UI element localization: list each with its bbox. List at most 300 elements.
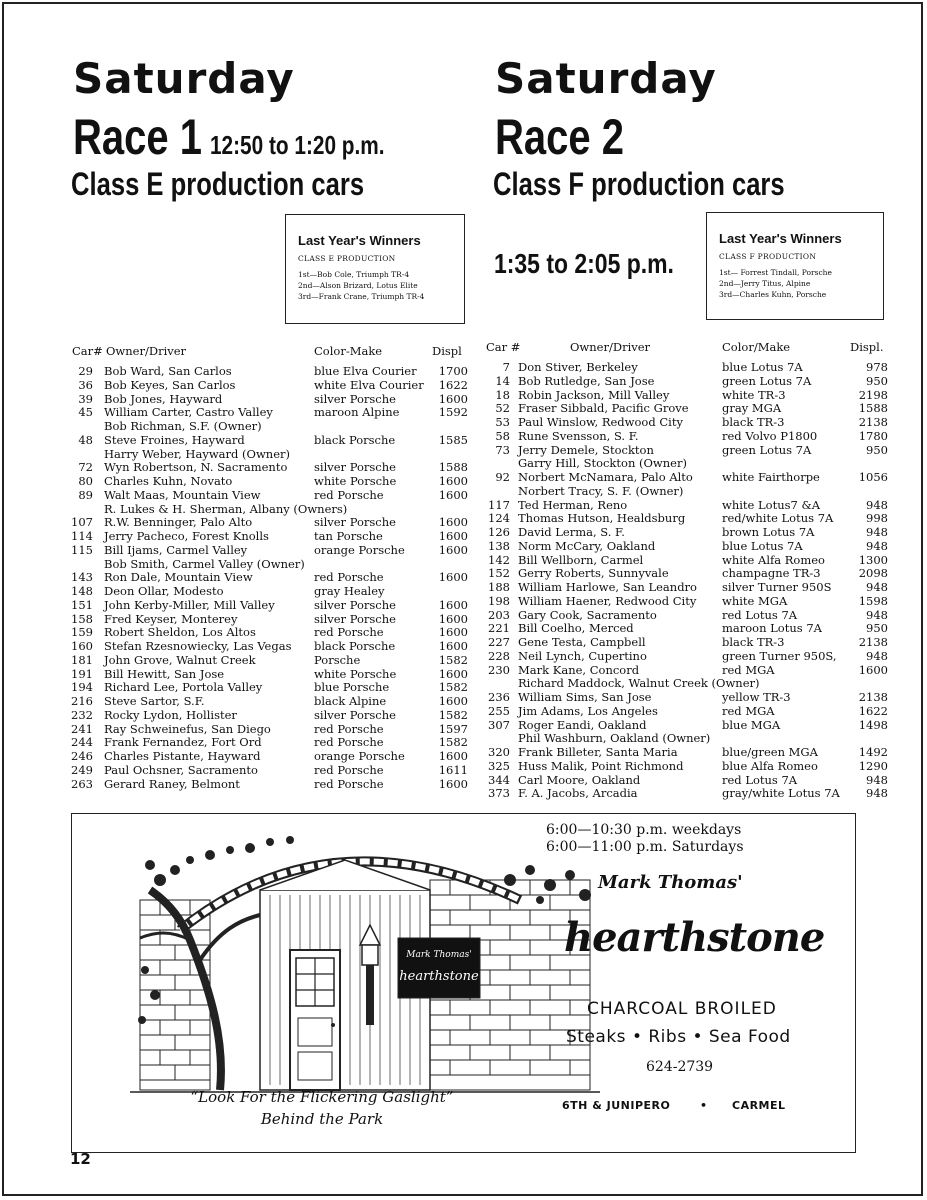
cell-owner: Rune Svensson, S. F. bbox=[518, 428, 639, 443]
cell-owner: Deon Ollar, Modesto bbox=[104, 584, 224, 598]
table-row bbox=[72, 667, 472, 681]
table-row bbox=[486, 690, 896, 704]
cell-car: 236 bbox=[488, 690, 510, 704]
cell-car: 115 bbox=[71, 542, 93, 557]
cell-displ: 1300 bbox=[858, 552, 888, 567]
address-street: 6TH & JUNIPERO bbox=[562, 1099, 671, 1112]
cell-displ: 1582 bbox=[438, 735, 468, 750]
cell-owner: Rocky Lydon, Hollister bbox=[104, 707, 237, 722]
cell-make: blue Lotus 7A bbox=[722, 538, 803, 553]
cell-owner: Frank Fernandez, Fort Ord bbox=[104, 735, 262, 750]
table-row bbox=[486, 470, 896, 484]
table-row bbox=[486, 456, 896, 470]
table-row bbox=[72, 625, 472, 639]
cell-car: 263 bbox=[71, 776, 93, 791]
cell-make: white Lotus7 &A bbox=[722, 497, 821, 512]
cell-displ: 948 bbox=[866, 786, 888, 801]
cell-make: black Alpine bbox=[314, 694, 387, 708]
cell-make: green Lotus 7A bbox=[722, 442, 812, 457]
cell-displ: 1492 bbox=[858, 745, 888, 759]
cell-owner: Bill Wellborn, Carmel bbox=[518, 552, 644, 567]
cell-owner: Steve Sartor, S.F. bbox=[104, 694, 205, 708]
cell-car: 107 bbox=[71, 515, 93, 530]
cell-displ: 1600 bbox=[438, 639, 468, 653]
cell-make: maroon Alpine bbox=[314, 405, 400, 420]
cell-displ: 948 bbox=[866, 772, 888, 787]
cell-car: 126 bbox=[488, 525, 510, 539]
cell-displ: 950 bbox=[866, 442, 888, 457]
cell-make: blue Lotus 7A bbox=[722, 360, 803, 374]
cell-car: 160 bbox=[71, 639, 93, 653]
cell-owner: Wyn Robertson, N. Sacramento bbox=[104, 460, 288, 475]
cell-car: 216 bbox=[71, 694, 93, 708]
race2-day-heading: Saturday bbox=[495, 54, 717, 103]
race1-header-displ: Displ bbox=[432, 344, 462, 358]
cell-displ: 1600 bbox=[438, 776, 468, 791]
table-row bbox=[72, 364, 472, 378]
cell-displ: 998 bbox=[866, 511, 888, 526]
cell-car: 18 bbox=[495, 387, 510, 402]
race1-title bbox=[73, 108, 385, 166]
table-row bbox=[72, 543, 472, 557]
cell-car: 198 bbox=[488, 593, 510, 608]
cell-displ: 1600 bbox=[438, 694, 468, 708]
cell-displ: 1582 bbox=[438, 707, 468, 722]
cell-owner: Norbert McNamara, Palo Alto bbox=[518, 470, 693, 484]
race1-winner-2: 2nd—Alson Brizard, Lotus Elite bbox=[298, 281, 418, 290]
cell-make: black Porsche bbox=[314, 639, 396, 653]
cell-car: 203 bbox=[488, 607, 510, 622]
table-row bbox=[486, 511, 896, 525]
cell-displ: 1780 bbox=[858, 428, 888, 443]
cell-make: silver Porsche bbox=[314, 611, 396, 626]
cell-make: white Fairthorpe bbox=[722, 470, 820, 484]
cell-car: 307 bbox=[488, 717, 510, 732]
cell-make: white Porsche bbox=[314, 666, 397, 681]
race2-winner-1: 1st— Forrest Tindall, Porsche bbox=[719, 268, 832, 277]
table-row bbox=[486, 621, 896, 635]
cell-owner: Ted Herman, Reno bbox=[518, 497, 628, 512]
cell-owner: Jerry Pacheco, Forest Knolls bbox=[104, 529, 269, 543]
cell-owner: Phil Washburn, Oakland (Owner) bbox=[518, 731, 711, 746]
cell-car: 48 bbox=[78, 432, 93, 447]
table-row bbox=[486, 415, 896, 429]
table-row bbox=[72, 557, 472, 571]
cell-make: blue Elva Courier bbox=[314, 364, 417, 378]
cell-owner: Bob Smith, Carmel Valley (Owner) bbox=[104, 556, 305, 571]
table-row bbox=[72, 680, 472, 694]
cell-car: 246 bbox=[71, 749, 93, 763]
race2-winners-box bbox=[706, 212, 884, 320]
race1-class-heading: Class E production cars bbox=[71, 166, 365, 202]
cell-car: 89 bbox=[78, 487, 93, 502]
table-row bbox=[486, 635, 896, 649]
cell-owner: Richard Maddock, Walnut Creek (Owner) bbox=[518, 676, 760, 691]
table-row bbox=[72, 474, 472, 488]
cell-displ: 1700 bbox=[438, 364, 468, 378]
sign-top-text: Mark Thomas' bbox=[406, 950, 472, 960]
cell-owner: David Lerma, S. F. bbox=[518, 525, 625, 539]
table-row bbox=[486, 429, 896, 443]
table-row bbox=[72, 392, 472, 406]
cell-owner: Bill Hewitt, San Jose bbox=[104, 666, 225, 681]
cell-make: red Lotus 7A bbox=[722, 607, 798, 622]
cell-owner: Bob Keyes, San Carlos bbox=[104, 377, 236, 392]
slogan-line-2: Behind the Park bbox=[260, 1110, 384, 1128]
cell-car: 73 bbox=[495, 442, 510, 457]
race1-header-make: Color-Make bbox=[314, 344, 383, 358]
table-row bbox=[72, 584, 472, 598]
cell-car: 320 bbox=[488, 745, 510, 759]
race1-time: 12:50 to 1:20 p.m. bbox=[209, 130, 385, 160]
cell-make: red Porsche bbox=[314, 762, 384, 777]
table-row bbox=[486, 663, 896, 677]
race2-class-heading: Class F production cars bbox=[493, 166, 785, 202]
cell-make: brown Lotus 7A bbox=[722, 525, 815, 539]
table-row bbox=[72, 598, 472, 612]
race2-header-car: Car # bbox=[486, 340, 521, 354]
cell-owner: Bill Ijams, Carmel Valley bbox=[104, 542, 248, 557]
cell-displ: 948 bbox=[866, 497, 888, 512]
table-row bbox=[72, 570, 472, 584]
race2-winner-3: 3rd—Charles Kuhn, Porsche bbox=[719, 290, 827, 299]
table-row bbox=[72, 378, 472, 392]
cell-car: 188 bbox=[488, 580, 510, 594]
cell-make: silver Porsche bbox=[314, 515, 396, 530]
cell-owner: Carl Moore, Oakland bbox=[518, 772, 641, 787]
cell-make: black Porsche bbox=[314, 432, 396, 447]
cell-make: black TR-3 bbox=[722, 415, 785, 429]
table-row bbox=[72, 405, 472, 419]
cell-displ: 2138 bbox=[858, 690, 888, 704]
table-row bbox=[72, 515, 472, 529]
cell-owner: Gerry Roberts, Sunnyvale bbox=[518, 566, 669, 581]
cell-car: 53 bbox=[495, 415, 510, 429]
cell-displ: 1582 bbox=[438, 652, 468, 667]
slogan-line-1: “Look For the Flickering Gaslight” bbox=[190, 1088, 454, 1106]
restaurant-ad bbox=[71, 813, 856, 1153]
cell-displ: 1600 bbox=[438, 749, 468, 763]
table-row bbox=[486, 594, 896, 608]
cell-make: gray/white Lotus 7A bbox=[722, 786, 840, 801]
cell-displ: 950 bbox=[866, 621, 888, 636]
cell-displ: 948 bbox=[866, 525, 888, 539]
table-row bbox=[486, 718, 896, 732]
cell-make: champagne TR-3 bbox=[722, 566, 821, 581]
table-row bbox=[72, 419, 472, 433]
cell-make: black TR-3 bbox=[722, 635, 785, 649]
race1-winners-box bbox=[285, 214, 465, 324]
cell-displ: 1498 bbox=[858, 717, 888, 732]
cell-displ: 1611 bbox=[438, 762, 468, 777]
cell-make: white MGA bbox=[722, 593, 788, 608]
race1-header-car: Car# bbox=[72, 344, 103, 358]
cell-displ: 1600 bbox=[438, 666, 468, 681]
cell-make: red Porsche bbox=[314, 487, 384, 502]
cell-displ: 1582 bbox=[438, 680, 468, 695]
cell-displ: 2198 bbox=[858, 387, 888, 402]
cell-owner: Gary Cook, Sacramento bbox=[518, 607, 657, 622]
table-row bbox=[72, 529, 472, 543]
cell-make: yellow TR-3 bbox=[722, 690, 791, 704]
cell-displ: 1592 bbox=[438, 405, 468, 420]
cell-displ: 1622 bbox=[858, 703, 888, 718]
cell-displ: 948 bbox=[866, 538, 888, 553]
table-row bbox=[486, 443, 896, 457]
cell-displ: 1600 bbox=[858, 662, 888, 677]
cell-make: silver Turner 950S bbox=[722, 580, 832, 594]
cell-make: tan Porsche bbox=[314, 529, 383, 543]
cell-car: 7 bbox=[502, 360, 510, 374]
cell-owner: Paul Winslow, Redwood City bbox=[518, 415, 683, 429]
cell-car: 117 bbox=[488, 497, 510, 512]
table-row bbox=[486, 553, 896, 567]
cell-displ: 2138 bbox=[858, 635, 888, 649]
cell-car: 344 bbox=[488, 772, 510, 787]
cell-car: 92 bbox=[495, 470, 510, 484]
table-row bbox=[486, 360, 896, 374]
hours-saturdays: 6:00—11:00 p.m. Saturdays bbox=[546, 839, 744, 855]
race2-time: 1:35 to 2:05 p.m. bbox=[494, 248, 674, 279]
cell-car: 39 bbox=[78, 391, 93, 406]
cell-displ: 1600 bbox=[438, 542, 468, 557]
cell-owner: John Grove, Walnut Creek bbox=[104, 652, 256, 667]
cell-displ: 1600 bbox=[438, 474, 468, 488]
cell-make: red Lotus 7A bbox=[722, 772, 798, 787]
cell-car: 72 bbox=[78, 460, 93, 475]
race2-header-make: Color/Make bbox=[722, 340, 791, 354]
cell-car: 29 bbox=[78, 364, 93, 378]
race2-winners-class: CLASS F PRODUCTION bbox=[719, 252, 817, 261]
race1-winner-3: 3rd—Frank Crane, Triumph TR-4 bbox=[298, 292, 425, 301]
table-row bbox=[72, 708, 472, 722]
table-row bbox=[486, 484, 896, 498]
table-row bbox=[72, 777, 472, 791]
cell-car: 255 bbox=[488, 703, 510, 718]
cell-make: silver Porsche bbox=[314, 460, 396, 475]
cell-make: white Elva Courier bbox=[314, 377, 424, 392]
cell-make: silver Porsche bbox=[314, 391, 396, 406]
cell-car: 148 bbox=[71, 584, 93, 598]
cell-owner: William Sims, San Jose bbox=[518, 690, 652, 704]
cell-car: 114 bbox=[71, 529, 93, 543]
cell-car: 181 bbox=[71, 652, 93, 667]
cell-make: red Porsche bbox=[314, 735, 384, 750]
cell-owner: Fred Keyser, Monterey bbox=[104, 611, 238, 626]
cell-owner: Norm McCary, Oakland bbox=[518, 538, 656, 553]
cell-make: white Alfa Romeo bbox=[722, 552, 825, 567]
cell-make: red/white Lotus 7A bbox=[722, 511, 834, 526]
cell-owner: Bob Rutledge, San Jose bbox=[518, 373, 655, 388]
slogan bbox=[142, 1086, 502, 1130]
cell-owner: Garry Hill, Stockton (Owner) bbox=[518, 456, 687, 471]
cell-displ: 948 bbox=[866, 648, 888, 663]
cell-displ: 1600 bbox=[438, 611, 468, 626]
cell-displ: 1600 bbox=[438, 625, 468, 640]
cell-make: red MGA bbox=[722, 703, 775, 718]
race2-header-displ: Displ. bbox=[850, 340, 884, 354]
cell-car: 152 bbox=[488, 566, 510, 581]
cell-make: blue MGA bbox=[722, 717, 781, 732]
table-row bbox=[72, 722, 472, 736]
cell-make: red Porsche bbox=[314, 721, 384, 736]
address-city: CARMEL bbox=[732, 1099, 786, 1112]
cell-displ: 948 bbox=[866, 607, 888, 622]
page-number: 12 bbox=[70, 1150, 91, 1168]
cell-make: red MGA bbox=[722, 662, 775, 677]
cell-owner: Roger Eandi, Oakland bbox=[518, 717, 647, 732]
race1-winners-class: CLASS E PRODUCTION bbox=[298, 254, 396, 263]
table-row bbox=[486, 374, 896, 388]
race1-day-heading: Saturday bbox=[73, 54, 295, 103]
table-row bbox=[486, 773, 896, 787]
cell-car: 14 bbox=[495, 373, 510, 388]
cell-make: gray Healey bbox=[314, 584, 385, 598]
cell-owner: Bob Richman, S.F. (Owner) bbox=[104, 419, 262, 433]
table-row bbox=[486, 388, 896, 402]
cell-car: 241 bbox=[71, 721, 93, 736]
cell-car: 325 bbox=[488, 758, 510, 773]
table-row bbox=[486, 498, 896, 512]
cell-owner: Charles Pistante, Hayward bbox=[104, 749, 261, 763]
cell-displ: 948 bbox=[866, 580, 888, 594]
race2-winners-title: Last Year's Winners bbox=[719, 231, 842, 246]
table-row bbox=[486, 566, 896, 580]
cell-owner: F. A. Jacobs, Arcadia bbox=[518, 786, 638, 801]
table-row bbox=[72, 749, 472, 763]
cell-displ: 2098 bbox=[858, 566, 888, 581]
race1-header-owner: Owner/Driver bbox=[106, 344, 187, 358]
cell-owner: William Haener, Redwood City bbox=[518, 593, 697, 608]
cell-make: blue/green MGA bbox=[722, 745, 818, 759]
table-row bbox=[486, 759, 896, 773]
cell-displ: 1622 bbox=[438, 377, 468, 392]
table-row bbox=[486, 401, 896, 415]
cell-make: silver Porsche bbox=[314, 707, 396, 722]
cell-owner: Robin Jackson, Mill Valley bbox=[518, 387, 670, 402]
restaurant-illustration bbox=[130, 820, 600, 1100]
cell-displ: 1600 bbox=[438, 391, 468, 406]
cell-car: 158 bbox=[71, 611, 93, 626]
cell-car: 227 bbox=[488, 635, 510, 649]
table-row bbox=[72, 694, 472, 708]
cell-owner: Ray Schweinefus, San Diego bbox=[104, 721, 271, 736]
cell-owner: Ron Dale, Mountain View bbox=[104, 570, 253, 585]
cell-make: red Porsche bbox=[314, 570, 384, 585]
cell-owner: R.W. Benninger, Palo Alto bbox=[104, 515, 253, 530]
cell-owner: Harry Weber, Hayward (Owner) bbox=[104, 446, 290, 461]
cell-displ: 1056 bbox=[858, 470, 888, 484]
cell-displ: 1600 bbox=[438, 529, 468, 543]
race1-winner-1: 1st—Bob Cole, Triumph TR-4 bbox=[298, 270, 410, 279]
cell-car: 58 bbox=[495, 428, 510, 443]
logo-hearthstone: hearthstone bbox=[564, 914, 825, 961]
cell-owner: Walt Maas, Mountain View bbox=[104, 487, 261, 502]
cell-owner: Gerard Raney, Belmont bbox=[104, 776, 240, 791]
cell-owner: Thomas Hutson, Healdsburg bbox=[518, 511, 686, 526]
cell-owner: Bob Ward, San Carlos bbox=[104, 364, 232, 378]
cell-owner: Stefan Rzesnowiecky, Las Vegas bbox=[104, 639, 292, 653]
cell-displ: 1600 bbox=[438, 487, 468, 502]
cell-owner: Gene Testa, Campbell bbox=[518, 635, 646, 649]
cell-owner: Jim Adams, Los Angeles bbox=[518, 703, 658, 718]
table-row bbox=[72, 735, 472, 749]
table-row bbox=[486, 649, 896, 663]
cell-owner: Charles Kuhn, Novato bbox=[104, 474, 233, 488]
cell-owner: Bob Jones, Hayward bbox=[104, 391, 223, 406]
cell-owner: Huss Malik, Point Richmond bbox=[518, 758, 684, 773]
table-row bbox=[486, 525, 896, 539]
cell-owner: R. Lukes & H. Sherman, Albany (Owners) bbox=[104, 501, 348, 516]
cell-owner: Jerry Demele, Stockton bbox=[518, 442, 654, 457]
hours-block bbox=[546, 822, 744, 856]
race2-header-owner: Owner/Driver bbox=[570, 340, 651, 354]
cell-make: red Volvo P1800 bbox=[722, 428, 818, 443]
cell-make: red Porsche bbox=[314, 625, 384, 640]
cell-car: 159 bbox=[71, 625, 93, 640]
race1-entry-table bbox=[72, 344, 472, 804]
cell-displ: 1588 bbox=[858, 401, 888, 416]
cell-displ: 1290 bbox=[858, 758, 888, 773]
cell-make: orange Porsche bbox=[314, 749, 405, 763]
race2-title: Race 2 bbox=[495, 109, 624, 165]
cell-owner: Neil Lynch, Cupertino bbox=[518, 648, 647, 663]
cell-car: 80 bbox=[78, 474, 93, 488]
cell-owner: William Carter, Castro Valley bbox=[104, 405, 273, 420]
phone-number: 624-2739 bbox=[646, 1059, 714, 1075]
cell-car: 151 bbox=[71, 597, 93, 612]
table-row bbox=[486, 704, 896, 718]
cell-car: 138 bbox=[488, 538, 510, 553]
race2-entry-table bbox=[486, 340, 896, 810]
cell-displ: 1600 bbox=[438, 515, 468, 530]
table-row bbox=[72, 502, 472, 516]
cell-car: 230 bbox=[488, 662, 510, 677]
table-row bbox=[72, 433, 472, 447]
cell-make: green Lotus 7A bbox=[722, 373, 812, 388]
cell-car: 232 bbox=[71, 707, 93, 722]
table-row bbox=[72, 460, 472, 474]
cell-car: 142 bbox=[488, 552, 510, 567]
cell-car: 143 bbox=[71, 570, 93, 585]
cell-car: 373 bbox=[488, 786, 510, 801]
cell-make: white Porsche bbox=[314, 474, 397, 488]
cell-owner: Bill Coelho, Merced bbox=[518, 621, 634, 636]
cell-make: red Porsche bbox=[314, 776, 384, 791]
cell-make: white TR-3 bbox=[722, 387, 786, 402]
cell-make: blue Alfa Romeo bbox=[722, 758, 818, 773]
cell-displ: 1597 bbox=[438, 721, 468, 736]
cell-car: 249 bbox=[71, 762, 93, 777]
cell-owner: Fraser Sibbald, Pacific Grove bbox=[518, 401, 689, 416]
cell-make: gray MGA bbox=[722, 401, 782, 416]
cell-displ: 978 bbox=[866, 360, 888, 374]
table-row bbox=[486, 539, 896, 553]
sign-name-text: hearthstone bbox=[399, 969, 479, 984]
cell-car: 124 bbox=[488, 511, 510, 526]
cell-car: 194 bbox=[71, 680, 93, 695]
cell-displ: 2138 bbox=[858, 415, 888, 429]
table-row bbox=[486, 745, 896, 759]
menu-items: Steaks • Ribs • Sea Food bbox=[566, 1027, 791, 1047]
race1-number: Race 1 bbox=[73, 109, 202, 165]
cell-owner: Paul Ochsner, Sacramento bbox=[104, 762, 258, 777]
table-row bbox=[72, 763, 472, 777]
cell-owner: Don Stiver, Berkeley bbox=[518, 360, 638, 374]
table-row bbox=[486, 608, 896, 622]
cell-displ: 1600 bbox=[438, 597, 468, 612]
table-row bbox=[486, 676, 896, 690]
